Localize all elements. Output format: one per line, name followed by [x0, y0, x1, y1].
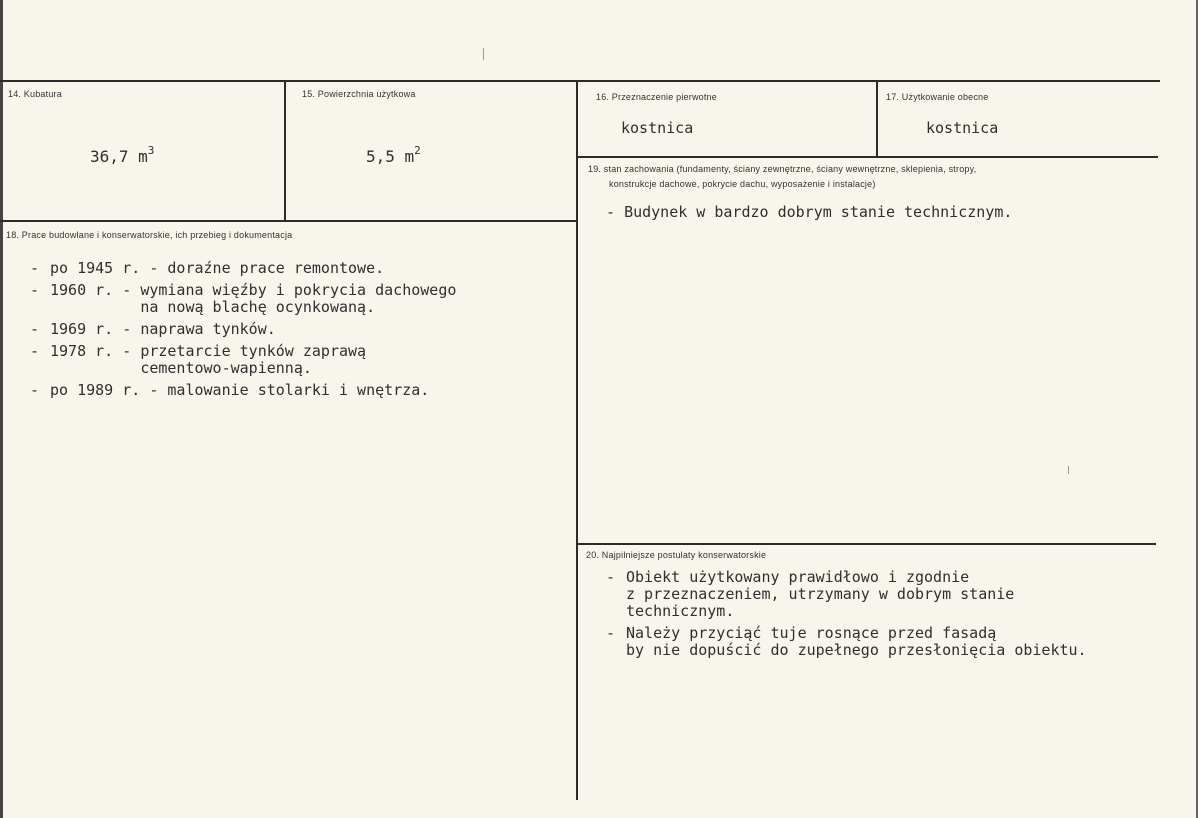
- vertical-rule-center: [576, 80, 578, 800]
- dash: -: [606, 624, 616, 642]
- kubatura-unit-exponent: 3: [147, 144, 155, 157]
- field-17-value: kostnica: [926, 119, 999, 137]
- postulate-text: Obiekt użytkowany prawidłowo i zgodnie z przeznaczeniem, utrzymany w dobrym stanie technicznym.: [626, 568, 1015, 620]
- top-rule: [0, 80, 1160, 82]
- rule-under-16-17: [578, 156, 1158, 158]
- work-description: przetarcie tynków zaprawą cementowo-wapienną.: [140, 342, 367, 377]
- list-item: [30, 282, 456, 316]
- field-18-list: [30, 260, 456, 404]
- separator: -: [113, 320, 141, 338]
- list-item: [30, 382, 456, 399]
- work-description: malowanie stolarki i wnętrza.: [167, 381, 430, 399]
- work-date: 1978 r.: [50, 342, 114, 360]
- field-15-value: [366, 142, 421, 165]
- dash: -: [30, 342, 40, 360]
- separator: -: [113, 342, 141, 360]
- field-15-label: 15. Powierzchnia użytkowa: [302, 89, 416, 99]
- dash: -: [606, 203, 625, 221]
- postulate-text: Należy przyciąć tuje rosnące przed fasadą by nie dopuścić do zupełnego przesłonięcia obiektu.: [626, 624, 1087, 659]
- area-unit-exponent: 2: [414, 144, 421, 157]
- dash: -: [30, 320, 40, 338]
- list-item: [606, 625, 1087, 659]
- work-date: 1960 r.: [50, 281, 114, 299]
- stray-mark: [1068, 466, 1069, 474]
- work-description: doraźne prace remontowe.: [167, 259, 385, 277]
- condition-text: Budynek w bardzo dobrym stanie technicznym.: [624, 203, 1013, 221]
- separator: -: [140, 381, 168, 399]
- kubatura-value: 36,7 m: [90, 147, 148, 166]
- work-description: naprawa tynków.: [140, 320, 276, 338]
- field-16-value: kostnica: [621, 119, 694, 137]
- separator: -: [140, 259, 168, 277]
- field-20-label: 20. Najpilniejsze postulaty konserwatorskie: [586, 550, 767, 560]
- field-14-value: [90, 142, 154, 165]
- stray-mark: [483, 48, 484, 60]
- work-date: po 1945 r.: [50, 259, 141, 277]
- rule-under-14-15: [0, 220, 578, 222]
- field-19-text: [606, 204, 1012, 221]
- field-19-label: 19. stan zachowania (fundamenty, ściany zewnętrzne, ściany wewnętrzne, sklepienia, stropy,: [588, 164, 977, 174]
- left-edge: [0, 0, 3, 818]
- field-14-label: 14. Kubatura: [8, 89, 62, 99]
- area-value: 5,5 m: [366, 147, 415, 166]
- dash: -: [30, 281, 40, 299]
- list-item: [606, 569, 1087, 620]
- field-18-label: 18. Prace budowlane i konserwatorskie, ich przebieg i dokumentacja: [6, 230, 293, 240]
- rule-above-20: [578, 543, 1156, 545]
- list-item: [30, 260, 456, 277]
- vertical-rule-right: [876, 82, 878, 156]
- separator: -: [113, 281, 141, 299]
- list-item: [30, 321, 456, 338]
- work-date: po 1989 r.: [50, 381, 141, 399]
- field-19-label-continued: konstrukcje dachowe, pokrycie dachu, wyposażenie i instalacje): [609, 179, 876, 189]
- field-16-label: 16. Przeznaczenie pierwotne: [596, 92, 717, 102]
- field-17-label: 17. Użytkowanie obecne: [886, 92, 989, 102]
- dash: -: [30, 259, 40, 277]
- list-item: [30, 343, 456, 377]
- work-description: wymiana więźby i pokrycia dachowego na nową blachę ocynkowaną.: [140, 281, 457, 316]
- dash: -: [30, 381, 40, 399]
- field-20-list: [606, 569, 1087, 664]
- vertical-rule-left: [284, 82, 286, 220]
- dash: -: [606, 568, 616, 586]
- work-date: 1969 r.: [50, 320, 114, 338]
